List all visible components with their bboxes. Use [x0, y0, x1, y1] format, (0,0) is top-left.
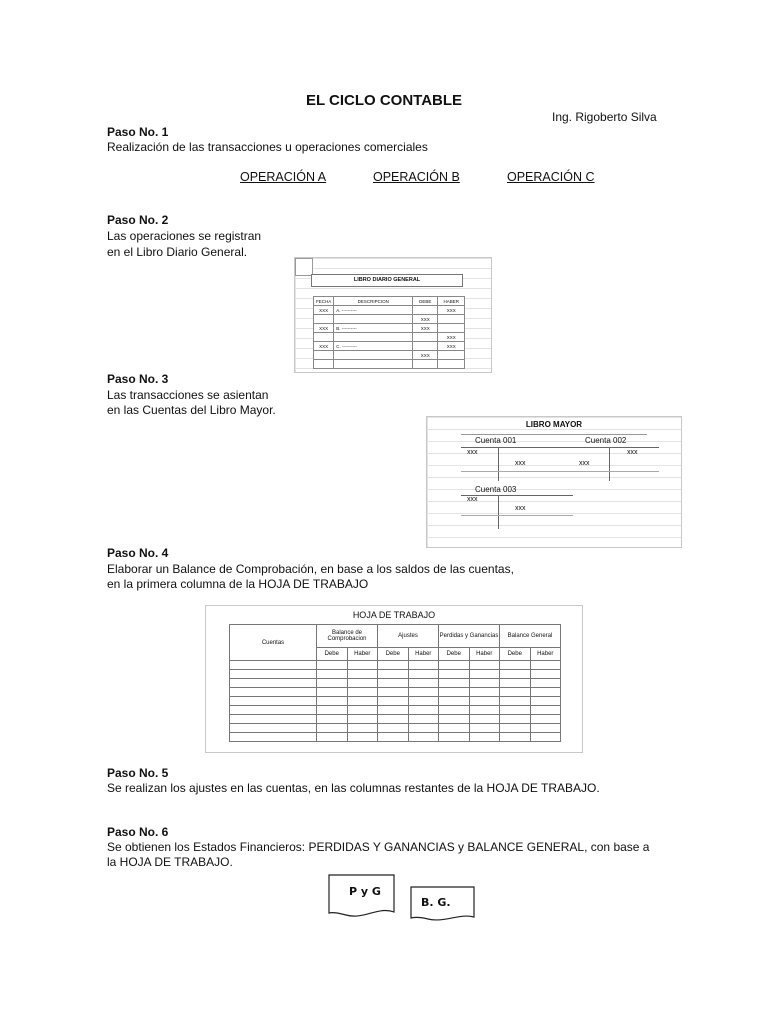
t-account-center-line	[498, 447, 499, 481]
cell: XXX	[314, 342, 334, 351]
step-3-text-line-1: Las transacciones se asientan	[107, 388, 269, 402]
table-row	[230, 706, 561, 715]
step-1-heading: Paso No. 1	[107, 125, 169, 139]
cell	[438, 351, 465, 360]
cell	[438, 324, 465, 333]
table-row	[230, 697, 561, 706]
t-account-top-line	[561, 447, 659, 448]
sub-haber: Haber	[408, 648, 439, 661]
table-row	[314, 324, 465, 333]
row-line	[561, 471, 659, 472]
header-balance-general: Balance General	[500, 625, 561, 648]
header-debe: DEBE	[413, 297, 438, 306]
libro-mayor-title: LIBRO MAYOR	[525, 420, 583, 429]
cell	[314, 360, 334, 369]
table-row	[230, 715, 561, 724]
hoja-de-trabajo-title: HOJA DE TRABAJO	[352, 610, 436, 620]
sub-haber: Haber	[347, 648, 378, 661]
cell: XXX	[314, 306, 334, 315]
account-001-name: Cuenta 001	[475, 436, 517, 445]
cell	[334, 333, 413, 342]
cell	[413, 306, 438, 315]
account-001-debit: xxx	[467, 449, 478, 456]
bg-label: B. G.	[421, 896, 451, 909]
account-002-name: Cuenta 002	[585, 436, 627, 445]
sub-debe: Debe	[500, 648, 531, 661]
header-perdidas-ganancias: Perdidas y Ganancias	[439, 625, 500, 648]
table-row	[230, 688, 561, 697]
sub-debe: Debe	[317, 648, 348, 661]
step-2-text-line-2: en el Libro Diario General.	[107, 245, 248, 259]
header-cuentas: Cuentas	[230, 625, 317, 661]
step-6-text-line-1: Se obtienen los Estados Financieros: PERDIDAS Y GANANCIAS y BALANCE GENERAL, con base a	[107, 840, 650, 854]
step-5-heading: Paso No. 5	[107, 766, 169, 780]
step-6-heading: Paso No. 6	[107, 825, 169, 839]
sub-debe: Debe	[378, 648, 409, 661]
cell: XXX	[438, 342, 465, 351]
cell	[438, 360, 465, 369]
step-3-text-line-2: en las Cuentas del Libro Mayor.	[107, 403, 276, 417]
cell	[413, 360, 438, 369]
header-descripcion: DESCRIPCION	[334, 297, 413, 306]
operation-a: OPERACIÓN A	[240, 170, 327, 184]
cell: XXX	[438, 306, 465, 315]
divider	[461, 434, 647, 435]
hoja-de-trabajo-table	[229, 624, 561, 742]
libro-diario-table	[313, 296, 465, 369]
cell: B. ----------	[334, 324, 413, 333]
account-001-credit: xxx	[515, 460, 526, 467]
step-2-text-line-1: Las operaciones se registran	[107, 229, 262, 243]
page-title: EL CICLO CONTABLE	[305, 92, 463, 109]
step-3-heading: Paso No. 3	[107, 372, 169, 386]
table-row	[314, 315, 465, 324]
cell: XXX	[438, 333, 465, 342]
step-4-text-line-2: en la primera columna de la HOJA DE TRABAJO	[107, 577, 369, 591]
table-row	[230, 724, 561, 733]
cell	[314, 333, 334, 342]
table-row	[314, 351, 465, 360]
sub-haber: Haber	[469, 648, 500, 661]
table-header-row	[314, 297, 465, 306]
cell	[334, 360, 413, 369]
account-003-name: Cuenta 003	[475, 485, 517, 494]
cell: C. ----------	[334, 342, 413, 351]
cell: XXX	[413, 315, 438, 324]
step-6-text-line-2: la HOJA DE TRABAJO.	[107, 855, 233, 869]
table-row	[230, 670, 561, 679]
header-balance-comprobacion: Balance de Comprobacion	[317, 625, 378, 648]
table-row	[314, 333, 465, 342]
account-002-credit: xxx	[627, 449, 638, 456]
t-account-center-line	[609, 447, 610, 481]
cell	[314, 351, 334, 360]
libro-diario-image	[294, 257, 492, 373]
table-row	[230, 733, 561, 742]
pyg-label: P y G	[349, 885, 381, 898]
cell	[334, 315, 413, 324]
cell: XXX	[413, 351, 438, 360]
header-fecha: FECHA	[314, 297, 334, 306]
table-row	[230, 661, 561, 670]
operation-c: OPERACIÓN C	[507, 170, 595, 184]
sub-debe: Debe	[439, 648, 470, 661]
account-003-debit: xxx	[467, 496, 478, 503]
cell: A. ----------	[334, 306, 413, 315]
step-5-text: Se realizan los ajustes en las cuentas, en las columnas restantes de la HOJA DE TRABAJO.	[107, 781, 600, 795]
cell	[314, 315, 334, 324]
operation-b: OPERACIÓN B	[373, 170, 460, 184]
cell: XXX	[314, 324, 334, 333]
cell	[413, 333, 438, 342]
cell	[438, 315, 465, 324]
sub-haber: Haber	[530, 648, 561, 661]
header-ajustes: Ajustes	[378, 625, 439, 648]
cell: XXX	[413, 324, 438, 333]
cell	[334, 351, 413, 360]
hoja-de-trabajo-image	[205, 605, 583, 753]
libro-mayor-image	[426, 416, 682, 548]
step-1-text: Realización de las transacciones u operaciones comerciales	[107, 140, 428, 154]
step-2-heading: Paso No. 2	[107, 213, 169, 227]
header-haber: HABER	[438, 297, 465, 306]
libro-diario-title: LIBRO DIARIO GENERAL	[311, 274, 463, 287]
account-003-credit: xxx	[515, 505, 526, 512]
row-line	[461, 471, 573, 472]
table-row	[314, 306, 465, 315]
cell	[413, 342, 438, 351]
account-002-debit: xxx	[579, 460, 590, 467]
author: Ing. Rigoberto Silva	[552, 110, 657, 124]
t-account-top-line	[461, 447, 573, 448]
table-row	[230, 679, 561, 688]
t-account-center-line	[498, 495, 499, 529]
step-4-heading: Paso No. 4	[107, 546, 169, 560]
table-row	[314, 360, 465, 369]
step-4-text-line-1: Elaborar un Balance de Comprobación, en base a los saldos de las cuentas,	[107, 562, 514, 576]
table-header-row	[230, 625, 561, 648]
row-line	[461, 515, 573, 516]
table-row	[314, 342, 465, 351]
